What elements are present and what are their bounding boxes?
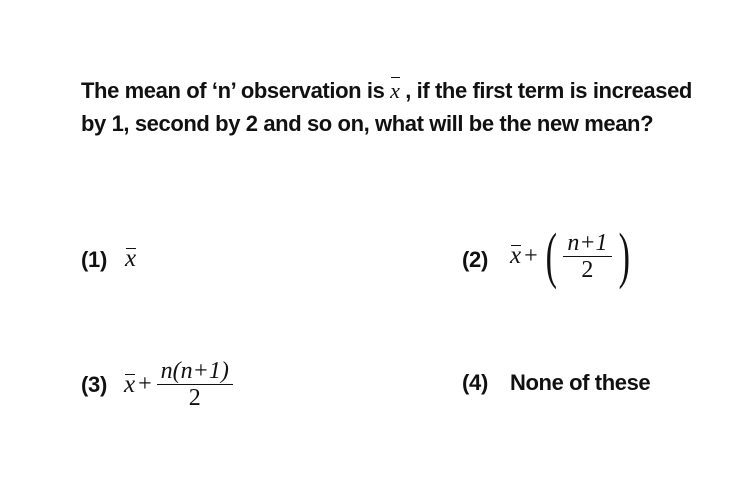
option-4-text: None of these: [510, 370, 651, 395]
option-3-number: (3): [81, 372, 107, 397]
fraction-numerator: n+1: [567, 229, 608, 256]
x-bar-symbol: x: [125, 245, 137, 272]
fraction-denominator: 2: [581, 256, 594, 283]
question-line-1-end: , if the first term is increased: [399, 78, 692, 103]
plus-sign: +: [138, 371, 152, 397]
fraction: [563, 230, 611, 283]
option-4-number: (4): [462, 370, 488, 395]
x-bar-symbol: x: [510, 242, 522, 269]
close-parenthesis: ): [618, 222, 630, 290]
x-bar-symbol: x: [390, 74, 399, 107]
question-line-1: [81, 74, 721, 107]
option-2-expression: [510, 222, 634, 290]
question-line-2: by 1, second by 2 and so on, what will be the new mean?: [81, 111, 654, 136]
fraction: [157, 358, 233, 411]
fraction-numerator: n(n+1): [160, 358, 229, 384]
fraction-denominator: 2: [188, 385, 201, 411]
open-parenthesis: (: [545, 222, 557, 290]
option-1-expression: [125, 245, 136, 273]
option-2-number: (2): [462, 247, 488, 272]
plus-sign: +: [524, 242, 538, 269]
question-line-1-start: The mean of ‘n’ observation is: [81, 78, 391, 103]
question-text: [81, 74, 721, 140]
option-1-number: (1): [81, 247, 107, 272]
x-bar-symbol: x: [124, 370, 136, 398]
option-3-expression: [124, 358, 235, 411]
